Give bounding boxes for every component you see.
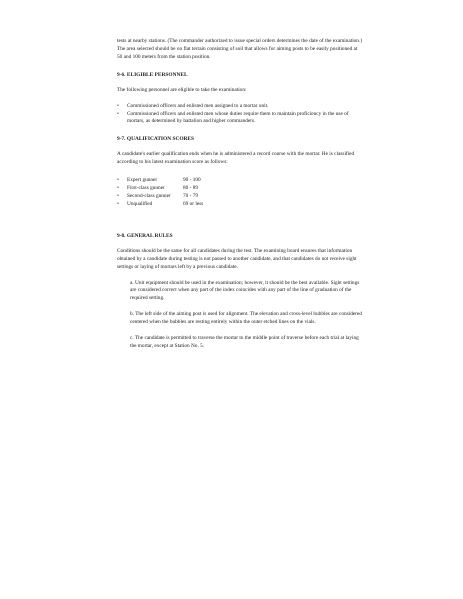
- rule-paragraph-b: b. The left side of the aiming post is used for alignment. The elevation and cross-level bubbles are considered centered when the bubbles are resting entirely within the outer etched lines on the vials.: [130, 311, 362, 326]
- score-range: 90 - 100: [183, 177, 201, 184]
- score-range: 69 or less: [183, 200, 204, 207]
- classification: • Expert gunner: [127, 177, 158, 184]
- score-row: [117, 201, 363, 209]
- intro-paragraph: tests at nearby stations. (The commander authorized to issue special orders determines the date of the examination.) The area selected should be on flat terrain consisting of soil that allows for aiming posts to be easily positioned at 50 and 100 meters from the station position.: [117, 38, 363, 60]
- section-heading: 9-6. ELIGIBLE PERSONNEL: [117, 71, 188, 78]
- score-row: [117, 185, 363, 193]
- list-item: • Commissioned officers and enlisted men assigned to a mortar unit.: [117, 103, 363, 111]
- section-lead: Conditions should be the same for all candidates during the test. The examining board ensures that information obtained by a candidate during testing is not passed to another candidate, and that candidates do not receive sight settings or laying of mortars left by a previous candidate.: [117, 247, 357, 270]
- section-heading: 9-7. QUALIFICATION SCORES: [117, 136, 195, 143]
- score-row: [117, 177, 363, 185]
- score-range: 80 - 89: [183, 185, 199, 192]
- section-eligible-personnel: [117, 72, 363, 127]
- score-range: 70 - 79: [183, 192, 199, 199]
- rule-paragraph-c: c. The candidate is permitted to traverse the mortar to the middle point of traverse before each trial at laying the mortar, except at Station No. 5.: [130, 335, 359, 349]
- rule-paragraph-a: a. Unit equipment should be used in the examination; however, it should be the best available. Sight settings are considered correct when any part of the index coincides with any part of the line of graduation of the required setting.: [130, 279, 360, 302]
- section-qualification-scores: [117, 136, 363, 208]
- score-row: [117, 193, 363, 201]
- section-lead: A candidate's earlier qualification ends when he is administered a record course with the mortar. He is classified according to his latest examination score as follows:: [117, 151, 355, 166]
- scores-list: [117, 177, 363, 209]
- section-heading: 9-8. GENERAL RULES: [117, 232, 173, 239]
- classification: • Unqualified: [127, 200, 153, 207]
- list-item: • Commissioned officers and enlisted men whose duties require them to maintain proficiency in the use of mortars, as determined by battalion and higher commanders.: [117, 111, 363, 127]
- section-general-rules: [117, 233, 363, 351]
- eligible-list: [117, 103, 363, 127]
- document-page: [117, 38, 363, 359]
- classification: • First-class gunner: [127, 185, 165, 192]
- section-lead: The following personnel are eligible to take the examination:: [117, 86, 247, 93]
- classification: • Second-class gunner: [127, 192, 171, 199]
